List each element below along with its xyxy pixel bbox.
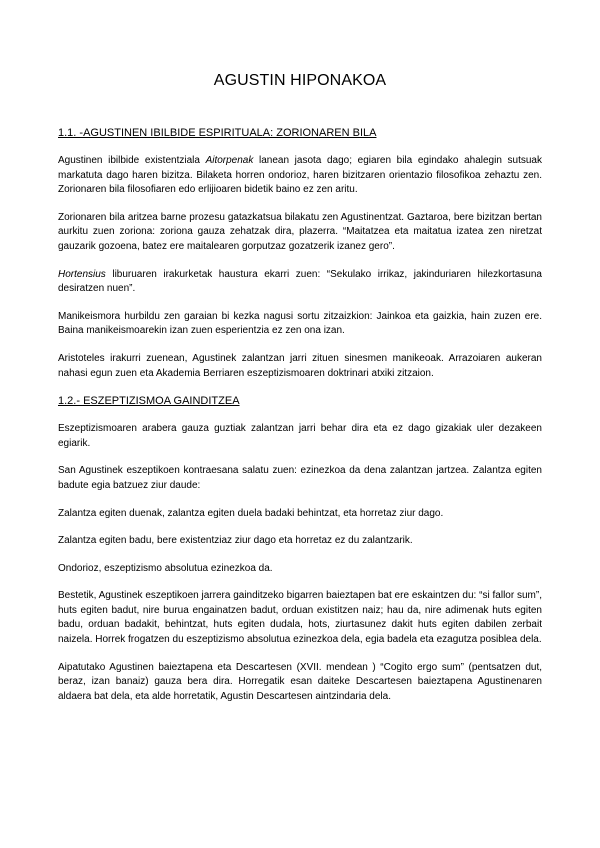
section-1-paragraph-4: Manikeismora hurbildu zen garaian bi kezka nagusi sortu zitzaizkion: Jainkoa eta gaizkia, hain zuzen ere. Baina manikeismoarekin izan zuen esperientzia ez zen ona izan. [58,310,542,337]
section-1-heading: 1.1. -AGUSTINEN IBILBIDE ESPIRITUALA: ZORIONAREN BILA [58,127,377,139]
section-2-paragraph-2: San Agustinek eszeptikoen kontraesana salatu zuen: ezinezkoa da dena zalantzan jartzea. Zalantza egiten badute egia batzuez ziur daude: [58,465,542,491]
section-2-paragraph-6: Bestetik, Agustinek eszeptikoen jarrera gainditzeko bigarren baieztapen bat ere eskaintzen du: “si fallor sum”, huts egiten badut, nire burua engainatzen badut, orduan existitzen naiz; hau da, nire adimenak huts egiten badu, orduan badakit, behintzat, huts egiten dudala, hots, ziurtasunez dakit huts egiten dabilen zerbait naizela. Horrek frogatzen du eszeptizismo absolutua ezinezkoa dela, egia badela eta ezagutza posiblea dela. [58,590,542,646]
section-2-paragraph-3: Zalantza egiten duenak, zalantza egiten duela badaki behintzat, eta horretaz ziur dago. [58,507,444,519]
section-1-paragraph-5: Aristoteles irakurri zuenean, Agustinek zalantzan jarri zituen sinesmen manikeoak. Arrazoiaren aukeran nahasi egun zuen eta Akademia Berriaren eszeptizismoaren doktrinari atxiki zitzaion. [58,352,542,379]
document-title: AGUSTIN HIPONAKOA [213,72,387,89]
section-2-paragraph-5: Ondorioz, eszeptizismo absolutua ezinezkoa da. [58,562,273,574]
section-2-heading: 1.2.- ESZEPTIZISMOA GAINDITZEA [58,395,240,408]
section-1 [58,126,542,381]
section-2-paragraph-1: Eszeptizismoaren arabera gauza guztiak zalantzan jarri behar dira eta ez dago gizakiak uler dezakeen egiarik. [58,423,542,449]
section-1-paragraph-3 [58,268,542,297]
paragraph-text: lanean jasota dago; egiaren bila egindako ahalegin sutsuak markatuta dago haren bizitza. Bilaketa horren ondorioz, haren bizitzaren orientazio filosofikoa zehaztu zen. Zorionaren bila filosofiaren edo erlijioaren bidetik baino ez zen aritu. [58,155,542,196]
paragraph-text: liburuaren irakurketak haustura ekarri zuen: “Sekulako irrikaz, jakinduriaren hilezkortasuna desiratzen nuen”. [58,268,542,295]
section-2-paragraph-7: Aipatutako Agustinen baieztapena eta Descartesen (XVII. mendean ) “Cogito ergo sum” (pentsatzen dut, beraz, izan banaiz) gauza bera dira. Horregatik esan daiteke Descartesen baieztapena Agustinenaren aldaera bat dela, eta alde horretatik, Agustin Descartesen aintzindaria dela. [58,661,542,702]
section-2-paragraph-4: Zalantza egiten badu, bere existentziaz ziur dago eta horretaz ez du zalantzarik. [58,535,413,547]
section-1-paragraph-2: Zorionaren bila aritzea barne prozesu gatazkatsua bilakatu zen Agustinentzat. Gaztaroa, bere bizitzan bertan aurkitu zuen zoriona: zoriona gauza zehatzak dira, plazerra. “Maitatzea eta maitatua izatea zen niretzat gauzarik gozoena, batez ere maitalearen gorputzaz gozatzerik izanez gero”. [58,211,542,252]
book-title-hortensius: Hortensius [58,268,106,280]
paragraph-text: Agustinen ibilbide existentziala [58,155,206,166]
section-1-paragraph-1 [58,154,542,198]
section-2 [58,394,542,704]
book-title-aitorpenak: Aitorpenak [205,155,254,166]
